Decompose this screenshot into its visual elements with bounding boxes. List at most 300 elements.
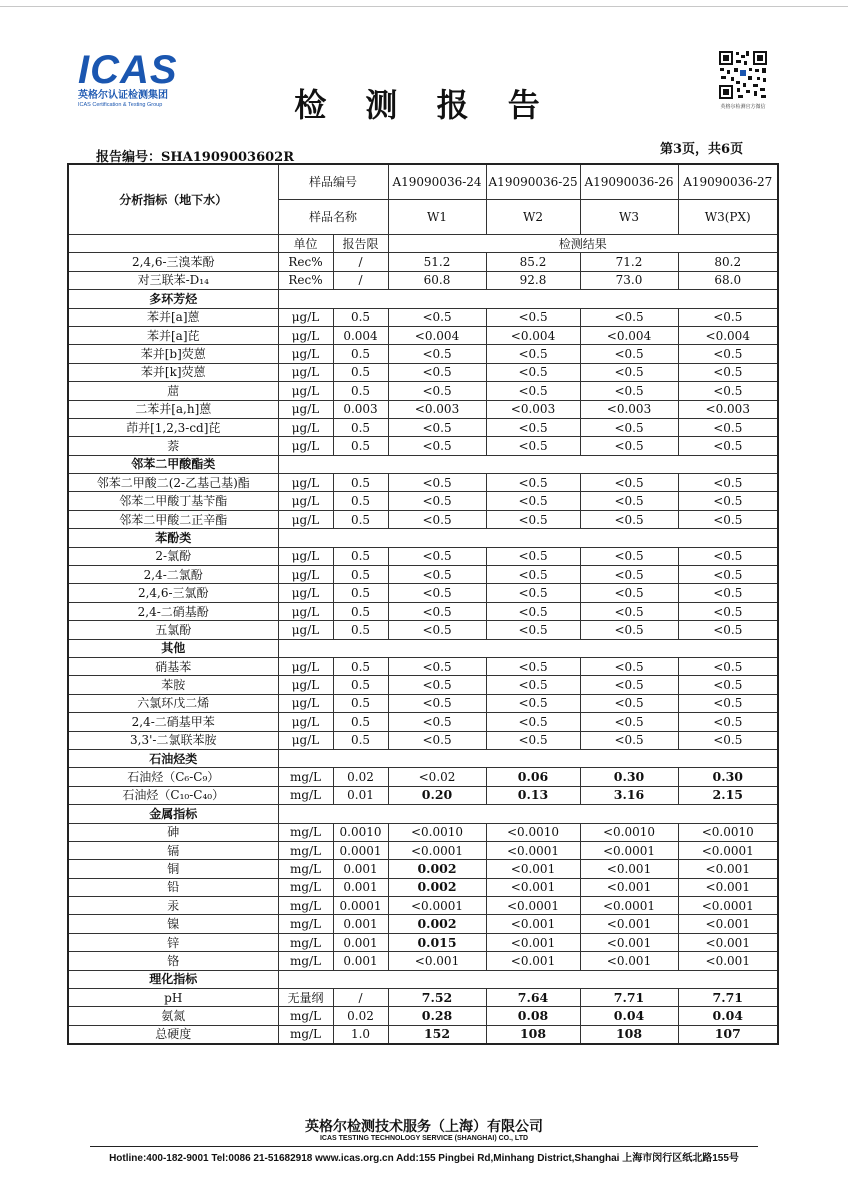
- result-value: <0.5: [486, 418, 580, 436]
- result-value: 7.52: [388, 989, 486, 1007]
- result-value: 108: [486, 1025, 580, 1044]
- result-value: 7.71: [580, 989, 678, 1007]
- table-row: [68, 437, 778, 455]
- result-value: <0.5: [486, 621, 580, 639]
- analyte-name: 2,4-二硝基酚: [68, 602, 278, 620]
- report-number: 报告编号：SHA1909003602R: [96, 150, 295, 165]
- table-row: [68, 933, 778, 951]
- result-value: <0.003: [486, 400, 580, 418]
- limit-cell: 0.5: [333, 363, 388, 381]
- result-value: <0.5: [580, 418, 678, 436]
- result-value: <0.5: [388, 676, 486, 694]
- result-value: 0.002: [388, 878, 486, 896]
- result-value: <0.5: [580, 676, 678, 694]
- result-value: <0.0010: [580, 823, 678, 841]
- limit-cell: 0.01: [333, 786, 388, 804]
- analyte-name: 二苯并[a,h]蒽: [68, 400, 278, 418]
- footer-company-en: ICAS TESTING TECHNOLOGY SERVICE (SHANGHAI) CO., LTD: [319, 1135, 529, 1142]
- category-label: 其他: [68, 639, 278, 657]
- sample-name-header: 样品名称: [278, 200, 388, 235]
- table-row: [68, 823, 778, 841]
- limit-cell: 0.001: [333, 878, 388, 896]
- limit-cell: 0.0001: [333, 897, 388, 915]
- result-value: <0.004: [388, 326, 486, 344]
- table-row: [68, 786, 778, 804]
- unit-cell: μg/L: [278, 474, 333, 492]
- result-value: <0.5: [678, 694, 778, 712]
- result-header: 检测结果: [388, 235, 778, 253]
- result-value: <0.5: [678, 566, 778, 584]
- unit-cell: μg/L: [278, 566, 333, 584]
- results-table: [67, 163, 779, 1045]
- result-value: 73.0: [580, 271, 678, 289]
- result-value: <0.0010: [486, 823, 580, 841]
- limit-cell: /: [333, 253, 388, 271]
- table-row: [68, 657, 778, 675]
- category-label: 理化指标: [68, 970, 278, 988]
- limit-cell: 0.5: [333, 602, 388, 620]
- result-value: <0.001: [580, 933, 678, 951]
- result-value: <0.5: [486, 731, 580, 749]
- result-value: 0.30: [580, 768, 678, 786]
- result-value: <0.001: [580, 860, 678, 878]
- analyte-name: 萘: [68, 437, 278, 455]
- result-value: <0.5: [678, 731, 778, 749]
- result-value: <0.0001: [388, 841, 486, 859]
- unit-cell: μg/L: [278, 437, 333, 455]
- result-value: <0.004: [678, 326, 778, 344]
- limit-header: 报告限: [333, 235, 388, 253]
- result-value: <0.5: [388, 694, 486, 712]
- footer-company-cn: 英格尔检测技术服务（上海）有限公司: [305, 1119, 543, 1135]
- unit-cell: mg/L: [278, 897, 333, 915]
- result-value: <0.5: [580, 731, 678, 749]
- result-value: 108: [580, 1025, 678, 1044]
- table-row: [68, 860, 778, 878]
- result-value: <0.5: [678, 437, 778, 455]
- blank-cell: [68, 235, 278, 253]
- result-value: <0.001: [580, 952, 678, 970]
- result-value: <0.5: [388, 584, 486, 602]
- category-label: 金属指标: [68, 805, 278, 823]
- table-row: [68, 474, 778, 492]
- unit-cell: μg/L: [278, 363, 333, 381]
- category-label: 石油烃类: [68, 749, 278, 767]
- unit-cell: μg/L: [278, 418, 333, 436]
- sample-name-cell: W1: [388, 200, 486, 235]
- limit-cell: 0.004: [333, 326, 388, 344]
- unit-cell: mg/L: [278, 768, 333, 786]
- unit-cell: mg/L: [278, 860, 333, 878]
- category-label: 苯酚类: [68, 529, 278, 547]
- table-row: [68, 952, 778, 970]
- limit-cell: 0.5: [333, 382, 388, 400]
- result-value: <0.0001: [580, 841, 678, 859]
- result-value: <0.5: [388, 566, 486, 584]
- limit-cell: 0.5: [333, 566, 388, 584]
- analyte-name: 苯并[a]蒽: [68, 308, 278, 326]
- analyte-name: 硝基苯: [68, 657, 278, 675]
- category-row: [68, 529, 778, 547]
- analyte-name: 苯并[b]荧蒽: [68, 345, 278, 363]
- table-row: [68, 271, 778, 289]
- limit-cell: 0.001: [333, 915, 388, 933]
- result-value: 0.002: [388, 860, 486, 878]
- result-value: <0.004: [580, 326, 678, 344]
- limit-cell: /: [333, 271, 388, 289]
- analyte-name: 总硬度: [68, 1025, 278, 1044]
- result-value: <0.0001: [388, 897, 486, 915]
- table-row: [68, 492, 778, 510]
- result-value: <0.0010: [388, 823, 486, 841]
- result-value: 0.015: [388, 933, 486, 951]
- category-row: [68, 639, 778, 657]
- table-row: [68, 547, 778, 565]
- result-value: <0.5: [580, 492, 678, 510]
- unit-cell: mg/L: [278, 915, 333, 933]
- top-border-line: [0, 6, 848, 7]
- result-value: 2.15: [678, 786, 778, 804]
- logo-en-text: ICAS Certification & Testing Group: [78, 102, 163, 108]
- result-value: <0.5: [580, 437, 678, 455]
- limit-cell: 0.003: [333, 400, 388, 418]
- result-value: <0.5: [388, 731, 486, 749]
- result-value: <0.001: [388, 952, 486, 970]
- unit-cell: mg/L: [278, 952, 333, 970]
- category-row: [68, 805, 778, 823]
- result-value: <0.5: [580, 694, 678, 712]
- result-value: <0.5: [388, 547, 486, 565]
- analyte-name: 五氯酚: [68, 621, 278, 639]
- table-row: [68, 713, 778, 731]
- unit-cell: μg/L: [278, 657, 333, 675]
- result-value: <0.5: [678, 584, 778, 602]
- result-value: <0.5: [678, 492, 778, 510]
- unit-cell: μg/L: [278, 345, 333, 363]
- analyte-name: 铅: [68, 878, 278, 896]
- analyte-name: 砷: [68, 823, 278, 841]
- table-row: [68, 382, 778, 400]
- sample-name-cell: W2: [486, 200, 580, 235]
- analyte-name: pH: [68, 989, 278, 1007]
- result-value: 0.28: [388, 1007, 486, 1025]
- analyte-name: 石油烃（C₁₀-C₄₀）: [68, 786, 278, 804]
- result-value: <0.5: [486, 308, 580, 326]
- category-row: [68, 455, 778, 473]
- result-value: <0.5: [486, 345, 580, 363]
- table-row: [68, 989, 778, 1007]
- result-value: <0.5: [678, 345, 778, 363]
- unit-cell: mg/L: [278, 823, 333, 841]
- category-row: [68, 290, 778, 308]
- unit-cell: μg/L: [278, 694, 333, 712]
- result-value: 152: [388, 1025, 486, 1044]
- unit-cell: mg/L: [278, 841, 333, 859]
- result-value: <0.5: [580, 602, 678, 620]
- limit-cell: 1.0: [333, 1025, 388, 1044]
- analyte-name: 2,4,6-三氯酚: [68, 584, 278, 602]
- table-row: [68, 878, 778, 896]
- table-row: [68, 694, 778, 712]
- limit-cell: 0.5: [333, 547, 388, 565]
- table-row: [68, 418, 778, 436]
- result-value: <0.5: [388, 621, 486, 639]
- result-value: <0.5: [580, 584, 678, 602]
- result-value: <0.5: [580, 657, 678, 675]
- page-info: 第3页，共6页: [660, 142, 744, 157]
- unit-cell: mg/L: [278, 786, 333, 804]
- result-value: <0.5: [486, 713, 580, 731]
- result-value: 80.2: [678, 253, 778, 271]
- unit-cell: μg/L: [278, 731, 333, 749]
- analyte-name: 苯并[k]荧蒽: [68, 363, 278, 381]
- result-value: 71.2: [580, 253, 678, 271]
- result-value: <0.5: [580, 621, 678, 639]
- result-value: <0.5: [388, 308, 486, 326]
- limit-cell: 0.5: [333, 676, 388, 694]
- table-row: [68, 566, 778, 584]
- result-value: <0.5: [486, 676, 580, 694]
- unit-cell: μg/L: [278, 602, 333, 620]
- category-row: [68, 749, 778, 767]
- unit-header: 单位: [278, 235, 333, 253]
- qr-code-icon: [718, 50, 768, 100]
- unit-cell: Rec%: [278, 253, 333, 271]
- qr-caption: 英格尔检测官方微信: [720, 104, 766, 110]
- result-value: 0.06: [486, 768, 580, 786]
- result-value: <0.5: [580, 474, 678, 492]
- unit-cell: μg/L: [278, 382, 333, 400]
- sample-name-cell: W3: [580, 200, 678, 235]
- table-row: [68, 897, 778, 915]
- analyte-name: 2,4,6-三溴苯酚: [68, 253, 278, 271]
- table-row: [68, 1025, 778, 1044]
- limit-cell: 0.5: [333, 694, 388, 712]
- limit-cell: 0.001: [333, 933, 388, 951]
- result-value: <0.0001: [486, 841, 580, 859]
- limit-cell: 0.5: [333, 418, 388, 436]
- unit-cell: μg/L: [278, 400, 333, 418]
- result-value: <0.5: [486, 547, 580, 565]
- result-value: <0.5: [388, 602, 486, 620]
- result-value: 0.08: [486, 1007, 580, 1025]
- result-value: <0.001: [486, 952, 580, 970]
- unit-cell: mg/L: [278, 878, 333, 896]
- result-value: <0.5: [580, 510, 678, 528]
- result-value: <0.001: [678, 933, 778, 951]
- unit-cell: μg/L: [278, 510, 333, 528]
- result-value: <0.001: [580, 915, 678, 933]
- result-value: <0.5: [486, 510, 580, 528]
- result-value: <0.001: [486, 860, 580, 878]
- limit-cell: 0.5: [333, 308, 388, 326]
- result-value: <0.5: [678, 474, 778, 492]
- category-blank: [278, 290, 778, 308]
- result-value: <0.0001: [678, 897, 778, 915]
- sample-name-cell: W3(PX): [678, 200, 778, 235]
- result-value: <0.001: [678, 915, 778, 933]
- unit-cell: μg/L: [278, 713, 333, 731]
- analyte-name: 六氯环戊二烯: [68, 694, 278, 712]
- category-row: [68, 970, 778, 988]
- result-value: <0.5: [486, 566, 580, 584]
- result-value: <0.5: [678, 621, 778, 639]
- table-row: [68, 345, 778, 363]
- result-value: <0.5: [580, 566, 678, 584]
- footer-contact: Hotline:400-182-9001 Tel:0086 21-51682918 www.icas.org.cn Add:155 Pingbei Rd,Minhang District,Shanghai 上海市闵行区纸北路155号: [109, 1153, 739, 1164]
- result-value: <0.5: [678, 713, 778, 731]
- result-value: <0.5: [580, 547, 678, 565]
- result-value: <0.5: [678, 657, 778, 675]
- result-value: <0.5: [388, 363, 486, 381]
- category-label: 多环芳烃: [68, 290, 278, 308]
- category-blank: [278, 970, 778, 988]
- limit-cell: 0.0001: [333, 841, 388, 859]
- result-value: 0.002: [388, 915, 486, 933]
- analyte-name: 镉: [68, 841, 278, 859]
- result-value: <0.5: [678, 382, 778, 400]
- limit-cell: 0.0010: [333, 823, 388, 841]
- result-value: 0.13: [486, 786, 580, 804]
- limit-cell: 0.5: [333, 621, 388, 639]
- result-value: <0.5: [486, 363, 580, 381]
- result-value: 85.2: [486, 253, 580, 271]
- result-value: <0.001: [678, 952, 778, 970]
- result-value: <0.001: [678, 878, 778, 896]
- result-value: <0.5: [678, 363, 778, 381]
- result-value: 3.16: [580, 786, 678, 804]
- result-value: <0.5: [580, 308, 678, 326]
- result-value: <0.0001: [678, 841, 778, 859]
- unit-cell: μg/L: [278, 326, 333, 344]
- analyte-name: 䓛: [68, 382, 278, 400]
- result-value: <0.5: [486, 474, 580, 492]
- result-value: <0.0001: [580, 897, 678, 915]
- result-value: <0.004: [486, 326, 580, 344]
- result-value: <0.5: [388, 713, 486, 731]
- result-value: 0.20: [388, 786, 486, 804]
- unit-cell: μg/L: [278, 676, 333, 694]
- result-value: <0.0010: [678, 823, 778, 841]
- sample-no-header: 样品编号: [278, 164, 388, 200]
- table-row: [68, 308, 778, 326]
- result-value: <0.5: [580, 363, 678, 381]
- unit-cell: μg/L: [278, 308, 333, 326]
- result-value: <0.5: [486, 382, 580, 400]
- table-row: [68, 1007, 778, 1025]
- result-value: <0.001: [486, 933, 580, 951]
- limit-cell: 0.02: [333, 1007, 388, 1025]
- analyte-name: 锌: [68, 933, 278, 951]
- unit-cell: Rec%: [278, 271, 333, 289]
- analyte-name: 3,3'-二氯联苯胺: [68, 731, 278, 749]
- result-value: <0.5: [486, 694, 580, 712]
- result-value: <0.5: [388, 657, 486, 675]
- table-row: [68, 510, 778, 528]
- result-value: <0.5: [388, 382, 486, 400]
- result-value: <0.003: [580, 400, 678, 418]
- result-value: 0.04: [678, 1007, 778, 1025]
- table-row: [68, 676, 778, 694]
- result-value: <0.5: [388, 437, 486, 455]
- result-value: <0.003: [388, 400, 486, 418]
- analyte-name: 石油烃（C₆-C₉）: [68, 768, 278, 786]
- unit-cell: μg/L: [278, 621, 333, 639]
- result-value: <0.5: [678, 308, 778, 326]
- category-blank: [278, 529, 778, 547]
- result-value: <0.5: [486, 437, 580, 455]
- category-blank: [278, 749, 778, 767]
- result-value: <0.5: [678, 602, 778, 620]
- result-value: <0.5: [388, 418, 486, 436]
- result-value: <0.001: [486, 915, 580, 933]
- result-value: <0.5: [678, 510, 778, 528]
- category-blank: [278, 805, 778, 823]
- analyte-name: 镍: [68, 915, 278, 933]
- result-value: <0.5: [678, 547, 778, 565]
- result-value: 51.2: [388, 253, 486, 271]
- sample-no-cell: A19090036-27: [678, 164, 778, 200]
- result-value: 60.8: [388, 271, 486, 289]
- table-row: [68, 253, 778, 271]
- footer-divider: [90, 1146, 758, 1147]
- unit-cell: mg/L: [278, 1025, 333, 1044]
- limit-cell: 0.001: [333, 952, 388, 970]
- analyte-name: 邻苯二甲酸二正辛酯: [68, 510, 278, 528]
- result-value: <0.001: [486, 878, 580, 896]
- table-row: [68, 731, 778, 749]
- sample-no-cell: A19090036-25: [486, 164, 580, 200]
- result-value: <0.5: [486, 602, 580, 620]
- result-value: 107: [678, 1025, 778, 1044]
- analyte-name: 邻苯二甲酸二(2-乙基己基)酯: [68, 474, 278, 492]
- category-blank: [278, 455, 778, 473]
- result-value: <0.5: [388, 492, 486, 510]
- limit-cell: /: [333, 989, 388, 1007]
- analyte-name: 铬: [68, 952, 278, 970]
- analyte-name: 茚并[1,2,3-cd]芘: [68, 418, 278, 436]
- index-header: 分析指标（地下水）: [68, 164, 278, 235]
- table-row: [68, 621, 778, 639]
- result-value: 92.8: [486, 271, 580, 289]
- logo-cn-text: 英格尔认证检测集团: [78, 90, 168, 101]
- logo-mark: ICAS: [78, 48, 178, 92]
- result-value: <0.5: [486, 584, 580, 602]
- result-value: 68.0: [678, 271, 778, 289]
- table-row: [68, 326, 778, 344]
- result-value: <0.5: [388, 345, 486, 363]
- limit-cell: 0.5: [333, 345, 388, 363]
- limit-cell: 0.5: [333, 713, 388, 731]
- analyte-name: 铜: [68, 860, 278, 878]
- analyte-name: 氨氮: [68, 1007, 278, 1025]
- result-value: <0.5: [678, 676, 778, 694]
- unit-cell: μg/L: [278, 584, 333, 602]
- table-row: [68, 841, 778, 859]
- table-row: [68, 768, 778, 786]
- result-value: <0.5: [486, 492, 580, 510]
- result-value: <0.5: [486, 657, 580, 675]
- category-blank: [278, 639, 778, 657]
- table-row: [68, 584, 778, 602]
- limit-cell: 0.5: [333, 510, 388, 528]
- result-value: <0.5: [388, 510, 486, 528]
- limit-cell: 0.02: [333, 768, 388, 786]
- sample-no-cell: A19090036-26: [580, 164, 678, 200]
- table-row: [68, 602, 778, 620]
- result-value: 0.30: [678, 768, 778, 786]
- unit-cell: μg/L: [278, 547, 333, 565]
